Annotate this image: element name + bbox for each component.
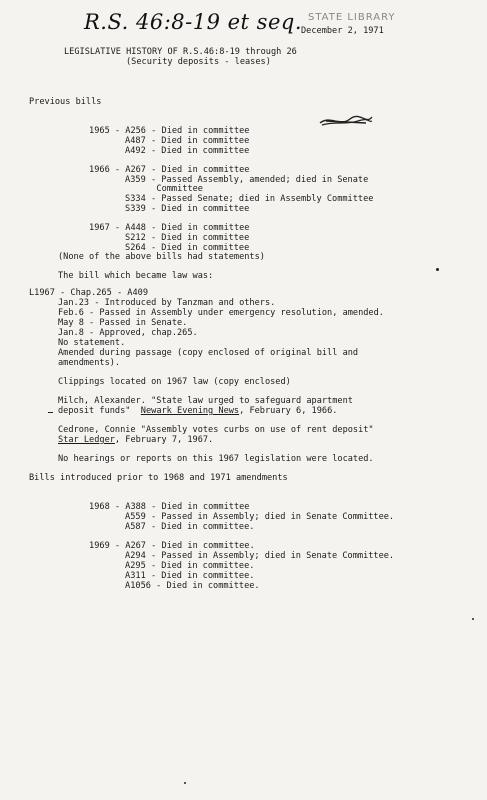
bill-status: - Died in committee bbox=[150, 146, 250, 156]
clippings-note: Clippings located on 1967 law (copy enclosed) bbox=[58, 377, 291, 387]
law-heading: L1967 - Chap.265 - A409 bbox=[29, 288, 148, 298]
clipping-date: , February 7, 1967. bbox=[114, 435, 214, 445]
ink-speck bbox=[184, 782, 186, 784]
list-item: Amended during passage (copy enclosed of original bill and bbox=[58, 348, 359, 358]
bill-status: - Died in committee bbox=[150, 243, 250, 253]
document-title: LEGISLATIVE HISTORY OF R.S.46:8-19 through 26 bbox=[64, 47, 297, 57]
ink-speck bbox=[472, 618, 474, 620]
bill-code: S339 bbox=[125, 204, 146, 214]
bill-code: A487 bbox=[125, 136, 146, 146]
bill-status: Committee bbox=[146, 184, 203, 194]
clipping-date: , February 6, 1966. bbox=[239, 406, 338, 416]
bill-code: A267 bbox=[125, 541, 146, 551]
bill-code: S264 bbox=[125, 243, 146, 253]
bill-code: A294 bbox=[125, 551, 146, 561]
bill-year: 1967 - bbox=[89, 223, 121, 233]
no-hearings-note: No hearings or reports on this 1967 legislation were located. bbox=[58, 454, 374, 464]
bill-code: A448 bbox=[125, 223, 146, 233]
bill-status: - Passed in Assembly; died in Senate Committee. bbox=[150, 512, 395, 522]
prior-amendments-heading: Bills introduced prior to 1968 and 1971 amendments bbox=[29, 473, 288, 483]
bill-status: - Died in committee bbox=[151, 126, 250, 136]
bill-status: - Died in committee bbox=[151, 223, 250, 233]
document-date: December 2, 1971 bbox=[301, 26, 384, 36]
bill-year: 1966 - bbox=[89, 165, 121, 175]
clipping-citation-1-line-1: Milch, Alexander. "State law urged to safeguard apartment bbox=[58, 396, 353, 406]
handwritten-reference: R.S. 46:8-19 et seq. bbox=[84, 10, 302, 34]
bill-code: A295 bbox=[125, 561, 146, 571]
ink-speck bbox=[436, 268, 439, 271]
bill-status: - Passed in Assembly; died in Senate Committee. bbox=[150, 551, 395, 561]
list-item: amendments). bbox=[58, 358, 121, 368]
bill-status: - Died in committee. bbox=[150, 571, 255, 581]
list-item: Jan.8 - Approved, chap.265. bbox=[58, 328, 198, 338]
bill-status: - Died in committee bbox=[151, 165, 250, 175]
document-subtitle: (Security deposits - leases) bbox=[126, 57, 271, 67]
bill-code: A492 bbox=[125, 146, 146, 156]
bill-code: S212 bbox=[125, 233, 146, 243]
list-item: Feb.6 - Passed in Assembly under emergency resolution, amended. bbox=[58, 308, 384, 318]
bill-code: A1056 bbox=[125, 581, 151, 591]
no-statements-note: (None of the above bills had statements) bbox=[58, 252, 265, 262]
bill-status: - Died in committee bbox=[151, 502, 250, 512]
clipping-citation-1-line-2 bbox=[58, 406, 337, 416]
bill-code: A267 bbox=[125, 165, 146, 175]
crossed-out-scribble bbox=[316, 111, 376, 133]
clipping-citation-2-line-1: Cedrone, Connie "Assembly votes curbs on use of rent deposit" bbox=[58, 425, 374, 435]
bill-code: A388 bbox=[125, 502, 146, 512]
list-item: May 8 - Passed in Senate. bbox=[58, 318, 188, 328]
previous-bills-heading: Previous bills bbox=[29, 97, 102, 107]
newspaper-name: Star Ledger bbox=[58, 435, 115, 445]
bill-year: 1968 - bbox=[89, 502, 121, 512]
list-item bbox=[94, 571, 260, 601]
bill-status: - Died in committee. bbox=[151, 541, 255, 551]
bill-code: S334 bbox=[125, 194, 146, 204]
bill-status: - Passed Senate; died in Assembly Committee bbox=[150, 194, 374, 204]
bill-code: A359 bbox=[125, 175, 146, 185]
bill-code: A559 bbox=[125, 512, 146, 522]
list-item: No statement. bbox=[58, 338, 126, 348]
bill-status: - Died in committee. bbox=[150, 522, 255, 532]
became-law-intro: The bill which became law was: bbox=[58, 271, 214, 281]
bill-status: - Died in committee bbox=[150, 233, 250, 243]
bill-year: 1965 - bbox=[89, 126, 121, 136]
library-stamp: STATE LIBRARY bbox=[308, 12, 396, 23]
bill-year: 1969 - bbox=[89, 541, 121, 551]
list-item: Jan.23 - Introduced by Tanzman and others. bbox=[58, 298, 276, 308]
bill-status: - Died in committee. bbox=[156, 581, 260, 591]
ink-mark bbox=[48, 412, 53, 413]
bill-status: - Died in committee bbox=[150, 136, 250, 146]
bill-status: - Died in committee. bbox=[150, 561, 255, 571]
bill-status: - Passed Assembly, amended; died in Senate bbox=[150, 175, 369, 185]
bill-code: A587 bbox=[125, 522, 146, 532]
bill-code: A311 bbox=[125, 571, 146, 581]
bill-status: - Died in committee bbox=[150, 204, 250, 214]
clipping-title-end: deposit funds" bbox=[58, 406, 131, 416]
newspaper-name: Newark Evening News bbox=[140, 406, 240, 416]
clipping-citation-2-line-2 bbox=[58, 435, 213, 445]
bill-code: A256 bbox=[125, 126, 146, 136]
